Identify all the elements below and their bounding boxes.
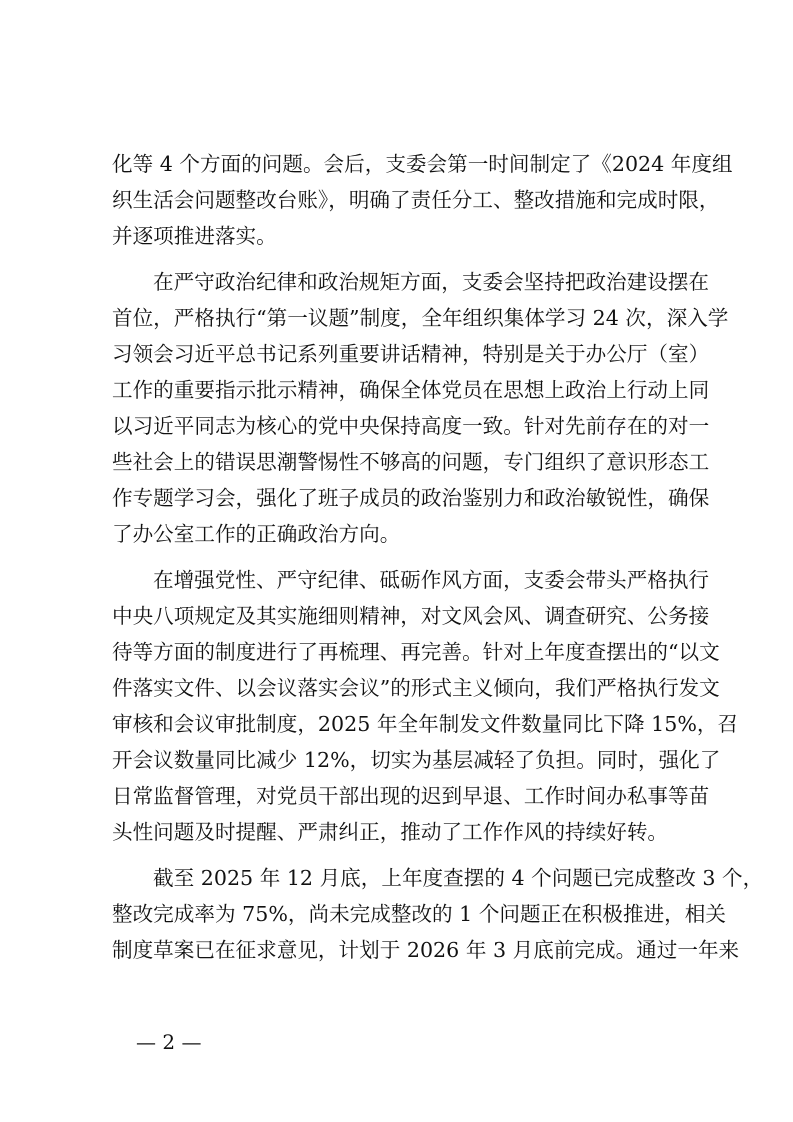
body-line: 了办公室工作的正确政治方向。 (112, 522, 401, 546)
page-number: — 2 — (136, 1030, 202, 1054)
body-line: 作专题学习会，强化了班子成员的政治鉴别力和政治敏锐性，确保 (112, 486, 710, 510)
body-line: 待等方面的制度进行了再梳理、再完善。针对上年度查摆出的“以文 (112, 640, 720, 664)
body-line: 审核和会议审批制度，2025 年全年制发文件数量同比下降 15%，召 (112, 712, 739, 736)
body-line: 头性问题及时提醒、严肃纠正，推动了工作作风的持续好转。 (112, 820, 669, 844)
body-line: 中央八项规定及其实施细则精神，对文风会风、调查研究、公务接 (112, 604, 710, 628)
body-line: 开会议数量同比减少 12%，切实为基层减轻了负担。同时，强化了 (112, 748, 721, 772)
body-line: 制度草案已在征求意见，计划于 2026 年 3 月底前完成。通过一年来 (112, 938, 740, 962)
body-line: 在严守政治纪律和政治规矩方面，支委会坚持把政治建设摆在 (153, 270, 710, 294)
body-line: 件落实文件、以会议落实会议”的形式主义倾向，我们严格执行发文 (112, 676, 720, 700)
body-line: 首位，严格执行“第一议题”制度，全年组织集体学习 24 次，深入学 (112, 306, 729, 330)
body-line: 化等 4 个方面的问题。会后，支委会第一时间制定了《2024 年度组 (112, 152, 733, 176)
body-line: 整改完成率为 75%，尚未完成整改的 1 个问题正在积极推进，相关 (112, 902, 726, 926)
body-line: 些社会上的错误思潮警惕性不够高的问题，专门组织了意识形态工 (112, 450, 710, 474)
body-line: 在增强党性、严守纪律、砥砺作风方面，支委会带头严格执行 (153, 568, 710, 592)
body-line: 以习近平同志为核心的党中央保持高度一致。针对先前存在的对一 (112, 414, 710, 438)
document-body (112, 146, 764, 968)
body-line: 并逐项推进落实。 (112, 224, 277, 248)
body-line: 截至 2025 年 12 月底，上年度查摆的 4 个问题已完成整改 3 个， (153, 866, 764, 890)
body-line: 织生活会问题整改台账》，明确了责任分工、整改措施和完成时限， (112, 188, 720, 212)
body-line: 习领会习近平总书记系列重要讲话精神，特别是关于办公厅（室） (112, 342, 710, 366)
body-line: 日常监督管理，对党员干部出现的迟到早退、工作时间办私事等苗 (112, 784, 710, 808)
body-line: 工作的重要指示批示精神，确保全体党员在思想上政治上行动上同 (112, 378, 710, 402)
